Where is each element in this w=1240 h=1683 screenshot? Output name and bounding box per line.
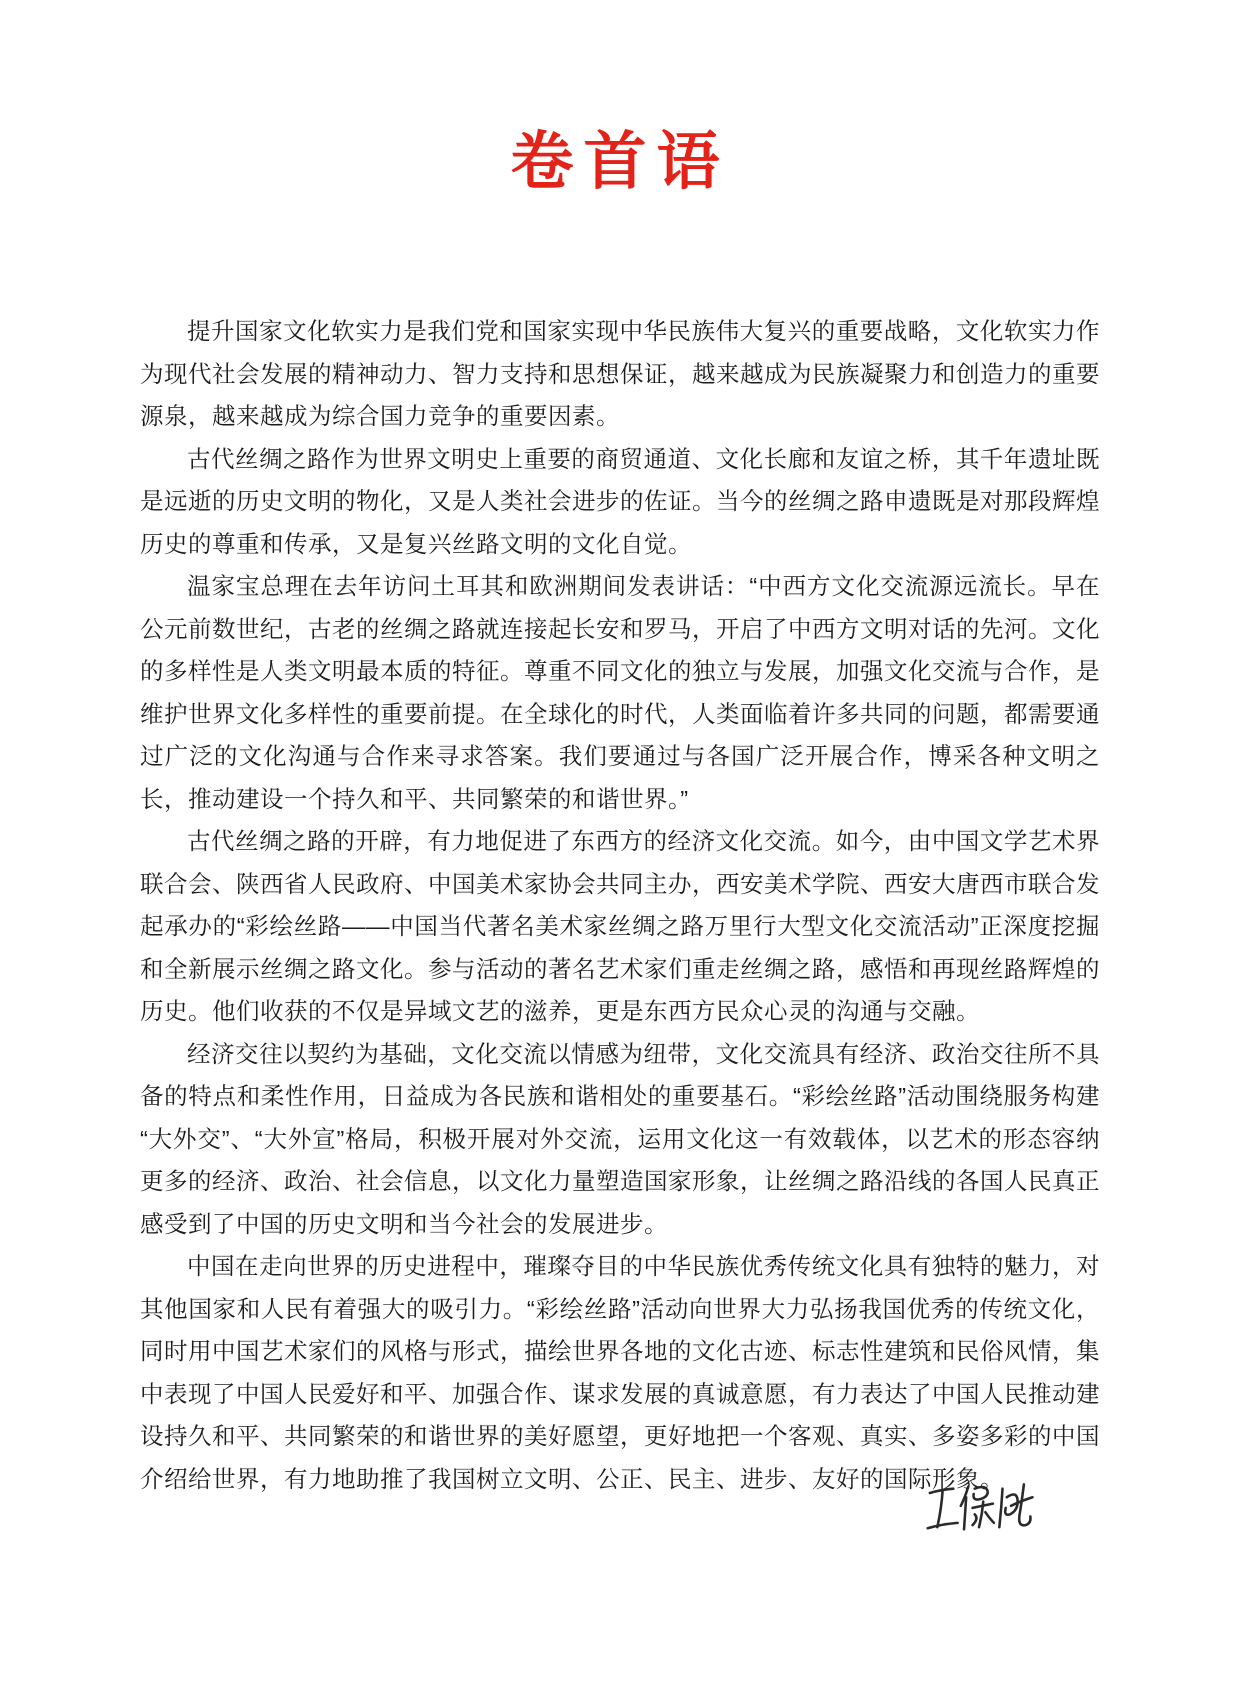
paragraph-ancient-silk-road: 古代丝绸之路作为世界文明史上重要的商贸通道、文化长廊和友谊之桥，其千年遗址既是远逝的历史文明的物化，又是人类社会进步的佐证。当今的丝绸之路申遗既是对那段辉煌历史的尊重和传承，又是复兴丝路文明的文化自觉。	[140, 445, 1100, 557]
page-title: 卷首语	[510, 127, 730, 197]
handwritten-signature	[924, 1478, 1034, 1540]
paragraph-cultural-exchange-role: 经济交往以契约为基础，文化交流以情感为纽带，文化交流具有经济、政治交往所不具备的特点和柔性作用，日益成为各民族和谐相处的重要基石。“彩绘丝路”活动围绕服务构建“大外交”、“大外宣”格局，积极开展对外交流，运用文化这一有效载体，以艺术的形态容纳更多的经济、政治、社会信息，以文化力量塑造国家形象，让丝绸之路沿线的各国人民真正感受到了中国的历史文明和当今社会的发展进步。	[140, 1040, 1100, 1237]
paragraph-china-to-world: 中国在走向世界的历史进程中，璀璨夺目的中华民族优秀传统文化具有独特的魅力，对其他国家和人民有着强大的吸引力。“彩绘丝路”活动向世界大力弘扬我国优秀的传统文化，同时用中国艺术家们的风格与形式，描绘世界各地的文化古迹、标志性建筑和民俗风情，集中表现了中国人民爱好和平、加强合作、谋求发展的真诚意愿，有力表达了中国人民推动建设持久和平、共同繁荣的和谐世界的美好愿望，更好地把一个客观、真实、多姿多彩的中国介绍给世界，有力地助推了我国树立文明、公正、民主、进步、友好的国际形象。	[140, 1253, 1100, 1492]
body-text	[140, 310, 1100, 1500]
signature-strokes-icon	[924, 1478, 1034, 1540]
paragraph-premier-speech: 温家宝总理在去年访问土耳其和欧洲期间发表讲话：“中西方文化交流源远流长。早在公元前数世纪，古老的丝绸之路就连接起长安和罗马，开启了中西方文明对话的先河。文化的多样性是人类文明最本质的特征。尊重不同文化的独立与发展，加强文化交流与合作，是维护世界文化多样性的重要前提。在全球化的时代，人类面临着许多共同的问题，都需要通过广泛的文化沟通与合作来寻求答案。我们要通过与各国广泛开展合作，博采各种文明之长，推动建设一个持久和平、共同繁荣的和谐世界。”	[140, 573, 1100, 812]
paragraph-painted-silk-road-event: 古代丝绸之路的开辟，有力地促进了东西方的经济文化交流。如今，由中国文学艺术界联合会、陕西省人民政府、中国美术家协会共同主办，西安美术学院、西安大唐西市联合发起承办的“彩绘丝路——中国当代著名美术家丝绸之路万里行大型文化交流活动”正深度挖掘和全新展示丝绸之路文化。参与活动的著名艺术家们重走丝绸之路，感悟和再现丝路辉煌的历史。他们收获的不仅是异域文艺的滋养，更是东西方民众心灵的沟通与交融。	[140, 828, 1100, 1024]
paragraph-soft-power: 提升国家文化软实力是我们党和国家实现中华民族伟大复兴的重要战略，文化软实力作为现代社会发展的精神动力、智力支持和思想保证，越来越成为民族凝聚力和创造力的重要源泉，越来越成为综合国力竞争的重要因素。	[140, 318, 1100, 429]
